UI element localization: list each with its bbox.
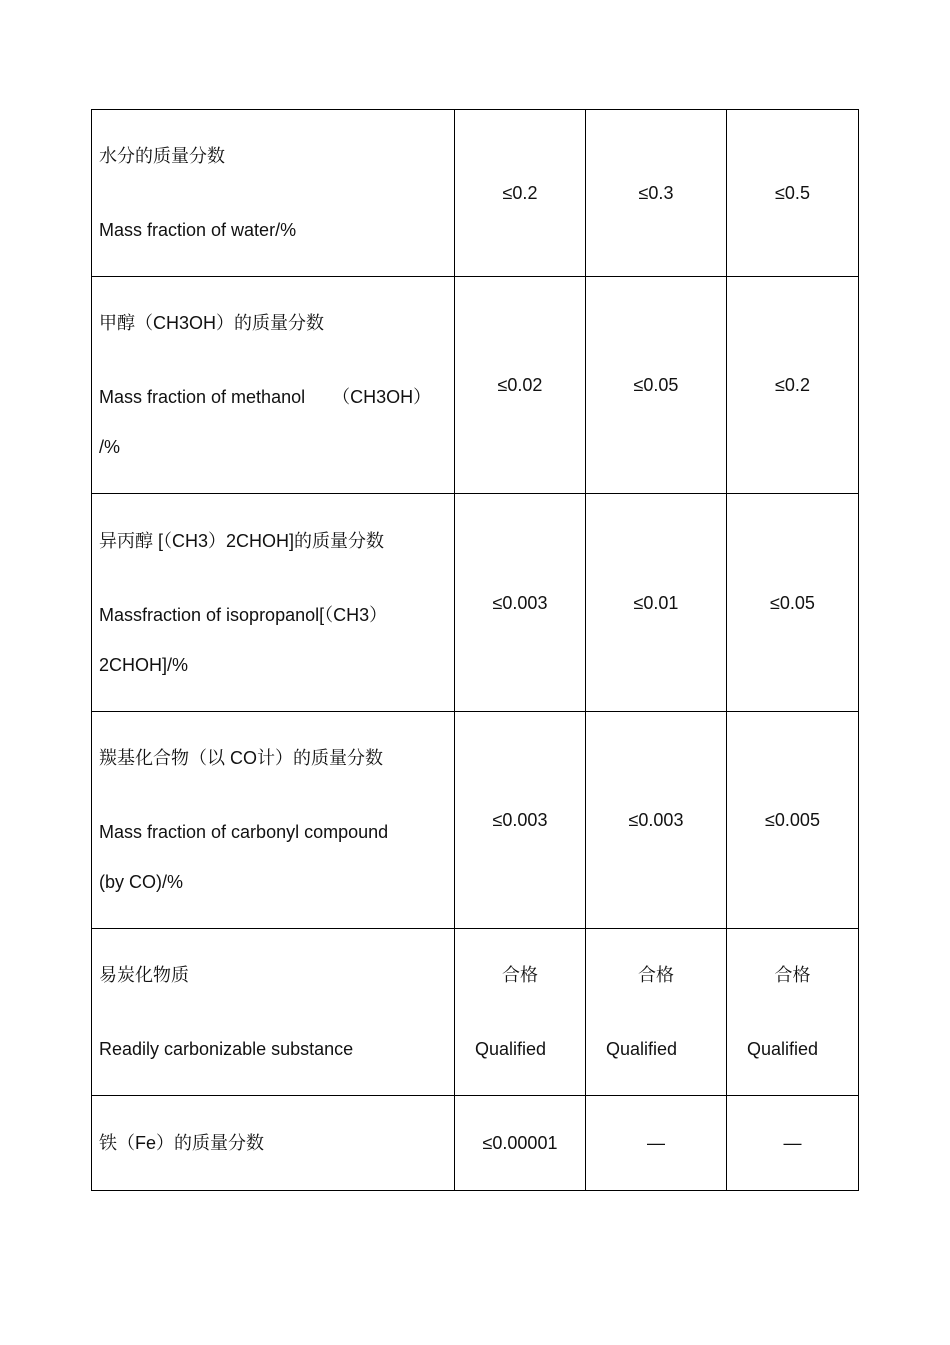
- item-cell: [92, 712, 455, 929]
- item-label-en: Mass fraction of water/%: [99, 220, 297, 240]
- item-cell: [92, 494, 455, 712]
- table-row: [92, 110, 859, 277]
- value-en: Qualified: [475, 1039, 547, 1059]
- value-cell: ≤0.5: [727, 110, 859, 277]
- item-label-en: Mass fraction of methanol （CH3OH）: [99, 387, 432, 407]
- value-cell: [586, 929, 727, 1096]
- table-row: [92, 712, 859, 929]
- value-cn: 合格: [638, 965, 674, 985]
- item-cell: [92, 277, 455, 494]
- value-cell: ≤0.00001: [455, 1096, 586, 1191]
- item-label-cn: 水分的质量分数: [99, 146, 225, 166]
- specification-table: [91, 109, 859, 1191]
- value-cell: ≤0.2: [727, 277, 859, 494]
- item-label-en: Readily carbonizable substance: [99, 1039, 354, 1059]
- value-en: Qualified: [747, 1039, 819, 1059]
- table-row: [92, 277, 859, 494]
- value-cell: —: [727, 1096, 859, 1191]
- item-label-en-cont: /%: [99, 437, 121, 457]
- item-cell: [92, 929, 455, 1096]
- value-cn: 合格: [502, 965, 538, 985]
- item-label-cn: 羰基化合物（以 CO计）的质量分数: [99, 748, 383, 768]
- item-label-en-cont: 2CHOH]/%: [99, 654, 189, 675]
- value-cell: ≤0.003: [586, 712, 727, 929]
- value-cell: —: [586, 1096, 727, 1191]
- item-label-en-cont: (by CO)/%: [99, 872, 184, 892]
- value-cell: ≤0.05: [727, 494, 859, 712]
- item-label-cn: 甲醇（CH3OH）的质量分数: [99, 313, 325, 333]
- value-cell: ≤0.003: [455, 494, 586, 712]
- item-cell: [92, 1096, 455, 1191]
- table-row: [92, 1096, 859, 1191]
- value-cell: ≤0.01: [586, 494, 727, 712]
- item-cell: [92, 110, 455, 277]
- item-label-cn: 易炭化物质: [99, 965, 189, 985]
- value-cell: [455, 929, 586, 1096]
- item-label-cn: 异丙醇 [（CH3）2CHOH]的质量分数: [99, 530, 385, 551]
- value-cell: ≤0.2: [455, 110, 586, 277]
- item-label-en: Mass fraction of carbonyl compound: [99, 822, 389, 842]
- value-cn: 合格: [774, 965, 811, 985]
- item-label-en: Massfraction of isopropanol[（CH3）: [99, 604, 388, 625]
- table-row: [92, 929, 859, 1096]
- value-en: Qualified: [606, 1039, 678, 1059]
- item-label-cn: 铁（Fe）的质量分数: [99, 1133, 265, 1153]
- value-cell: [727, 929, 859, 1096]
- value-cell: ≤0.05: [586, 277, 727, 494]
- value-cell: ≤0.3: [586, 110, 727, 277]
- table-row: [92, 494, 859, 712]
- value-cell: ≤0.02: [455, 277, 586, 494]
- value-cell: ≤0.005: [727, 712, 859, 929]
- value-cell: ≤0.003: [455, 712, 586, 929]
